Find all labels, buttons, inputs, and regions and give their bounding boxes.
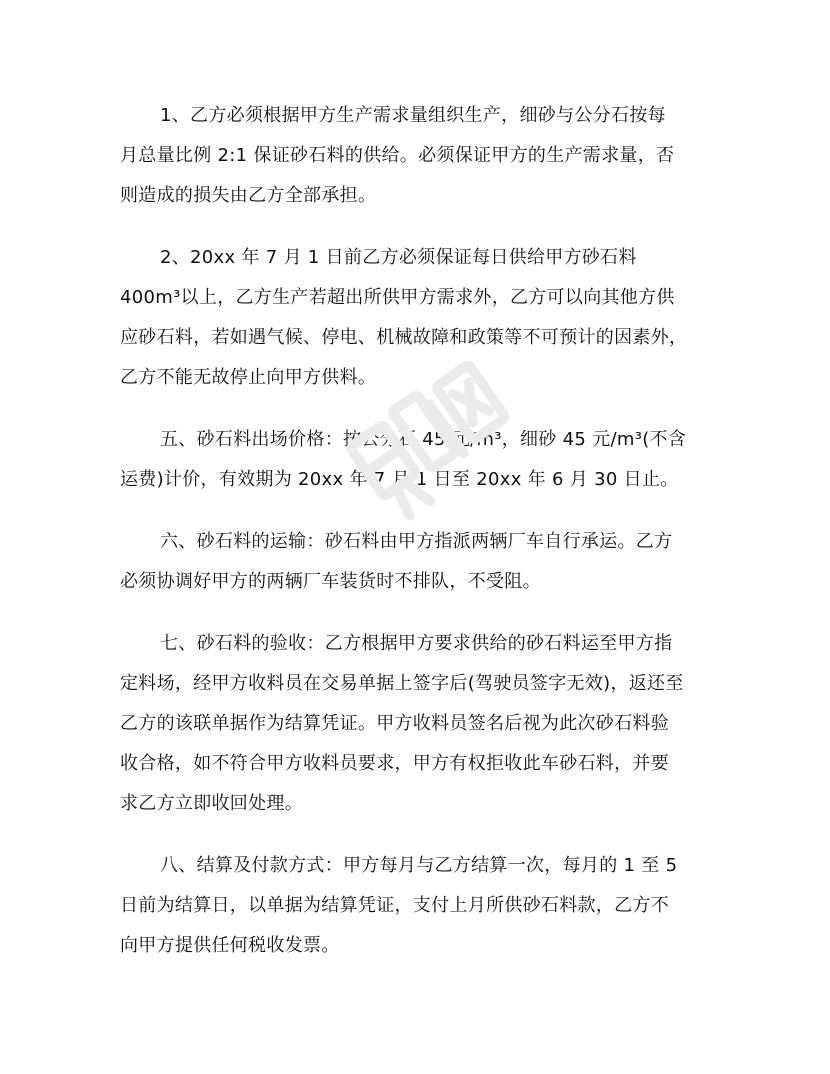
paragraph-line: 收合格，如不符合甲方收料员要求，甲方有权拒收此车砂石料，并要: [120, 753, 669, 774]
paragraph-line: 则造成的损失由乙方全部承担。: [120, 185, 377, 206]
paragraph-section-8-settlement: [120, 846, 720, 966]
paragraph-line: 运费)计价，有效期为 20xx 年 7 月 1 日至 20xx 年 6 月 30 日止。: [120, 469, 679, 490]
paragraph-line: 六、砂石料的运输：砂石料由甲方指派两辆厂车自行承运。乙方: [160, 531, 673, 552]
paragraph-line: 乙方的该联单据作为结算凭证。甲方收料员签名后视为此次砂石料验: [120, 713, 669, 734]
paragraph-line: 五、砂石料出场价格：按公分石 45 元/m³，细砂 45 元/m³(不含: [160, 429, 687, 450]
paragraph-line: 400m³以上，乙方生产若超出所供甲方需求外，乙方可以向其他方供: [120, 287, 675, 308]
document-body: [120, 96, 720, 988]
paragraph-section-7-acceptance: [120, 624, 720, 824]
paragraph-line: 日前为结算日，以单据为结算凭证，支付上月所供砂石料款，乙方不: [120, 895, 669, 916]
paragraph-line: 向甲方提供任何税收发票。: [120, 935, 340, 956]
paragraph-line: 求乙方立即收回处理。: [120, 793, 303, 814]
paragraph-line: 八、结算及付款方式：甲方每月与乙方结算一次，每月的 1 至 5: [160, 855, 678, 876]
paragraph-line: 应砂石料，若如遇气候、停电、机械故障和政策等不可预计的因素外，: [120, 327, 688, 348]
paragraph-line: 月总量比例 2:1 保证砂石料的供给。必须保证甲方的生产需求量，否: [120, 145, 675, 166]
paragraph-line: 1、乙方必须根据甲方生产需求量组织生产，细砂与公分石按每: [160, 105, 666, 126]
paragraph-section-6-transport: [120, 522, 720, 602]
paragraph-line: 定料场，经甲方收料员在交易单据上签字后(驾驶员签字无效)，返还至: [120, 673, 684, 694]
paragraph-line: 七、砂石料的验收：乙方根据甲方要求供给的砂石料运至甲方指: [160, 633, 673, 654]
paragraph-line: 必须协调好甲方的两辆厂车装货时不排队，不受阻。: [120, 571, 541, 592]
paragraph-line: 乙方不能无故停止向甲方供料。: [120, 367, 377, 388]
paragraph-clause-1: [120, 96, 720, 216]
paragraph-line: 2、20xx 年 7 月 1 日前乙方必须保证每日供给甲方砂石料: [160, 247, 637, 268]
paragraph-clause-2: [120, 238, 720, 398]
paragraph-section-5-price: [120, 420, 720, 500]
